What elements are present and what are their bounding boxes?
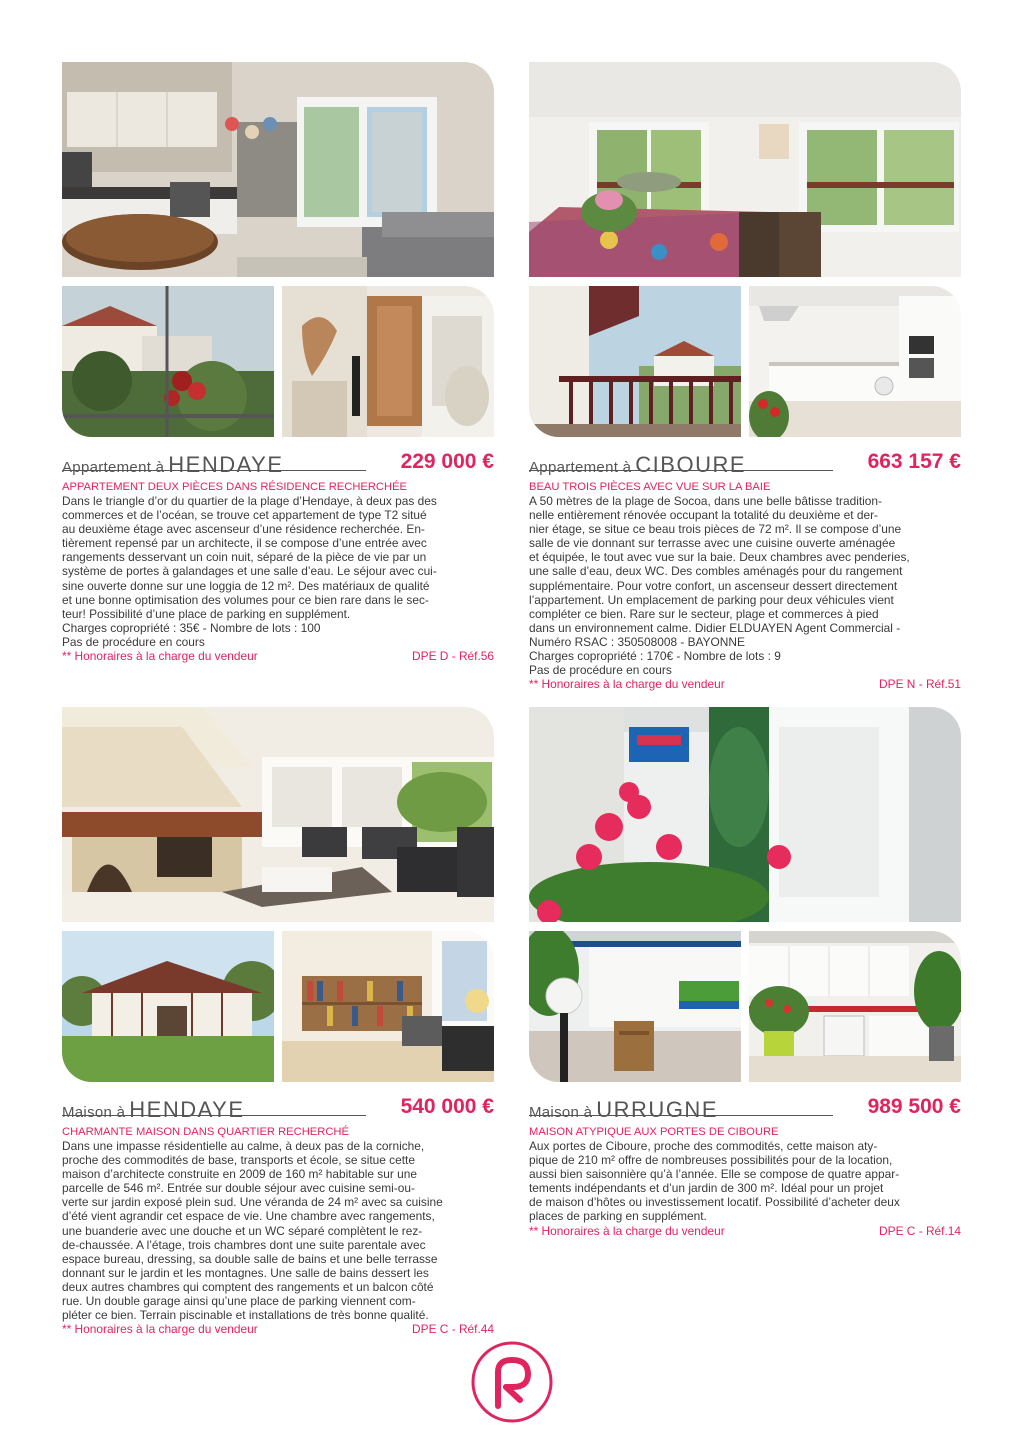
listing-title: BEAU TROIS PIÈCES AVEC VUE SUR LA BAIE xyxy=(529,481,771,493)
property-city: HENDAYE xyxy=(168,452,284,477)
energy-reference: DPE N - Réf.51 xyxy=(879,677,961,692)
listing-body xyxy=(529,480,961,692)
white-kitchen-photo xyxy=(749,286,961,437)
listing-description: A 50 mètres de la plage de Socoa, dans une belle bâtisse tradition- nelle entièrement rénovée occupant la totalité du deuxième et der- nier étage, se situe ce beau trois pièces de 72 m². Il se compose d’une salle de vie donnant sur terrasse avec une cuisine ouverte aménagée et équipée, le tout avec vue sur la baie. Deux chambres avec penderies, une salle d’eau, deux WC. Des combles aménagés pour du rangement supplémentaire. Pour votre confort, un ascenseur dessert directement l’appartement. Un emplacement de parking pour deux véhicules vient compléter ce bien. Rare sur le secteur, plage et commerces à pied dans un environnement calme. Didier ELDUAYEN Agent Commercial - Numéro RSAC : 350508008 - BAYONNE Charges copropriété : 170€ - Nombre de lots : 9 Pas de procédure en cours xyxy=(529,494,910,678)
energy-reference: DPE C - Réf.44 xyxy=(412,1322,494,1337)
fees-note: ** Honoraires à la charge du vendeur xyxy=(62,1322,258,1337)
house-garden-photo xyxy=(62,931,274,1082)
listing-description: Dans le triangle d’or du quartier de la plage d’Hendaye, à deux pas des commerces et de l’océan, se trouve cet appartement de type T2 situé au deuxième étage avec ascenseur d’une résidence recherchée. En- tièrement repensé par un architecte, il se compose d’une entrée avec rangements desservant un coin nuit, séparé de la pièce de vie par un système de portes à galandages et une salle d’eau. Le séjour avec cui- sine ouverte donne sur une loggia de 12 m². Des matériaux de qualité et une bonne optimisation des volumes pour ce bien rare dans le sec- teur! Possibilité d’une place de parking en supplément. Charges copropriété : 35€ - Nombre de lots : 100 Pas de procédure en cours xyxy=(62,494,437,649)
balcony-garden-photo xyxy=(62,286,274,437)
fees-note: ** Honoraires à la charge du vendeur xyxy=(529,677,725,692)
listing-body xyxy=(62,480,494,664)
property-price: 540 000 € xyxy=(400,1095,494,1118)
listing-title: MAISON ATYPIQUE AUX PORTES DE CIBOURE xyxy=(529,1126,779,1138)
listing-description: Dans une impasse résidentielle au calme, à deux pas de la corniche, proche des commodités de base, transports et école, se situe cette maison d’architecte construite en 2009 de 160 m² habitable sur une parcelle de 546 m². Entrée sur double séjour avec cuisine semi-ou- verte sur jardin exposé plein sud. Une véranda de 24 m² avec sa cuisine d’été vient agrandir cet espace de vie. Une chambre avec rangements, une buanderie avec une douche et un WC séparé complètent le rez- de-chaussée. A l’étage, trois chambres dont une suite parentale avec espace bureau, dressing, sa double salle de bains et une belle terrasse donnant sur le jardin et les montagnes. Une salle de bains dessert les deux autres chambres qui comptent des rangements et un balcon côté rue. Un double garage ainsi qu’une place de parking viennent com- pléter ce bien. Terrain piscinable et installations de très bonne qualité. xyxy=(62,1139,443,1323)
listing-footer xyxy=(529,1224,961,1239)
listing-title: CHARMANTE MAISON DANS QUARTIER RECHERCHÉ xyxy=(62,1126,349,1138)
agency-logo-icon xyxy=(470,1340,554,1424)
property-city: URRUGNE xyxy=(596,1097,718,1122)
patio-flowers-photo xyxy=(529,707,961,922)
property-price: 989 500 € xyxy=(867,1095,961,1118)
wooden-balcony-photo xyxy=(529,286,741,437)
listing-description: Aux portes de Ciboure, proche des commodités, cette maison aty- pique de 210 m² offre de nombreuses possibilités pour de la location, aussi bien saisonnière qu’à l’année. Elle se compose de quatre appar- tements indépendants et d’un jardin de 300 m². Idéal pour un projet de maison d’hôtes ou investissement locatif. Possibilité d’acheter deux places de parking en supplément. xyxy=(529,1139,900,1224)
listing-title: APPARTEMENT DEUX PIÈCES DANS RÉSIDENCE RECHERCHÉE xyxy=(62,481,408,493)
listing-header xyxy=(529,444,961,477)
fees-note: ** Honoraires à la charge du vendeur xyxy=(529,1223,725,1238)
energy-reference: DPE C - Réf.14 xyxy=(879,1223,961,1238)
listing-body xyxy=(529,1125,961,1239)
living-room-fireplace-photo xyxy=(62,707,494,922)
listing-footer xyxy=(62,649,494,664)
entrance-hallway-photo xyxy=(282,286,494,437)
property-city: HENDAYE xyxy=(129,1097,245,1122)
terrace-lamp-photo xyxy=(529,931,741,1082)
listing-header xyxy=(62,444,494,477)
property-type: Appartement à HENDAYE xyxy=(62,452,284,477)
listing-footer xyxy=(62,1322,494,1337)
property-type: Maison à HENDAYE xyxy=(62,1097,245,1122)
listing-header xyxy=(529,1089,961,1122)
property-city: CIBOURE xyxy=(635,452,747,477)
energy-reference: DPE D - Réf.56 xyxy=(412,649,494,664)
property-type: Maison à URRUGNE xyxy=(529,1097,718,1122)
property-type: Appartement à CIBOURE xyxy=(529,452,747,477)
library-office-photo xyxy=(282,931,494,1082)
fees-note: ** Honoraires à la charge du vendeur xyxy=(62,649,258,664)
property-price: 663 157 € xyxy=(867,450,961,473)
listing-header xyxy=(62,1089,494,1122)
listing-footer xyxy=(529,677,961,692)
property-price: 229 000 € xyxy=(400,450,494,473)
kitchen-plants-photo xyxy=(749,931,961,1082)
kitchen-living-room-photo xyxy=(62,62,494,277)
dining-room-bay-view-photo xyxy=(529,62,961,277)
listing-body xyxy=(62,1125,494,1337)
